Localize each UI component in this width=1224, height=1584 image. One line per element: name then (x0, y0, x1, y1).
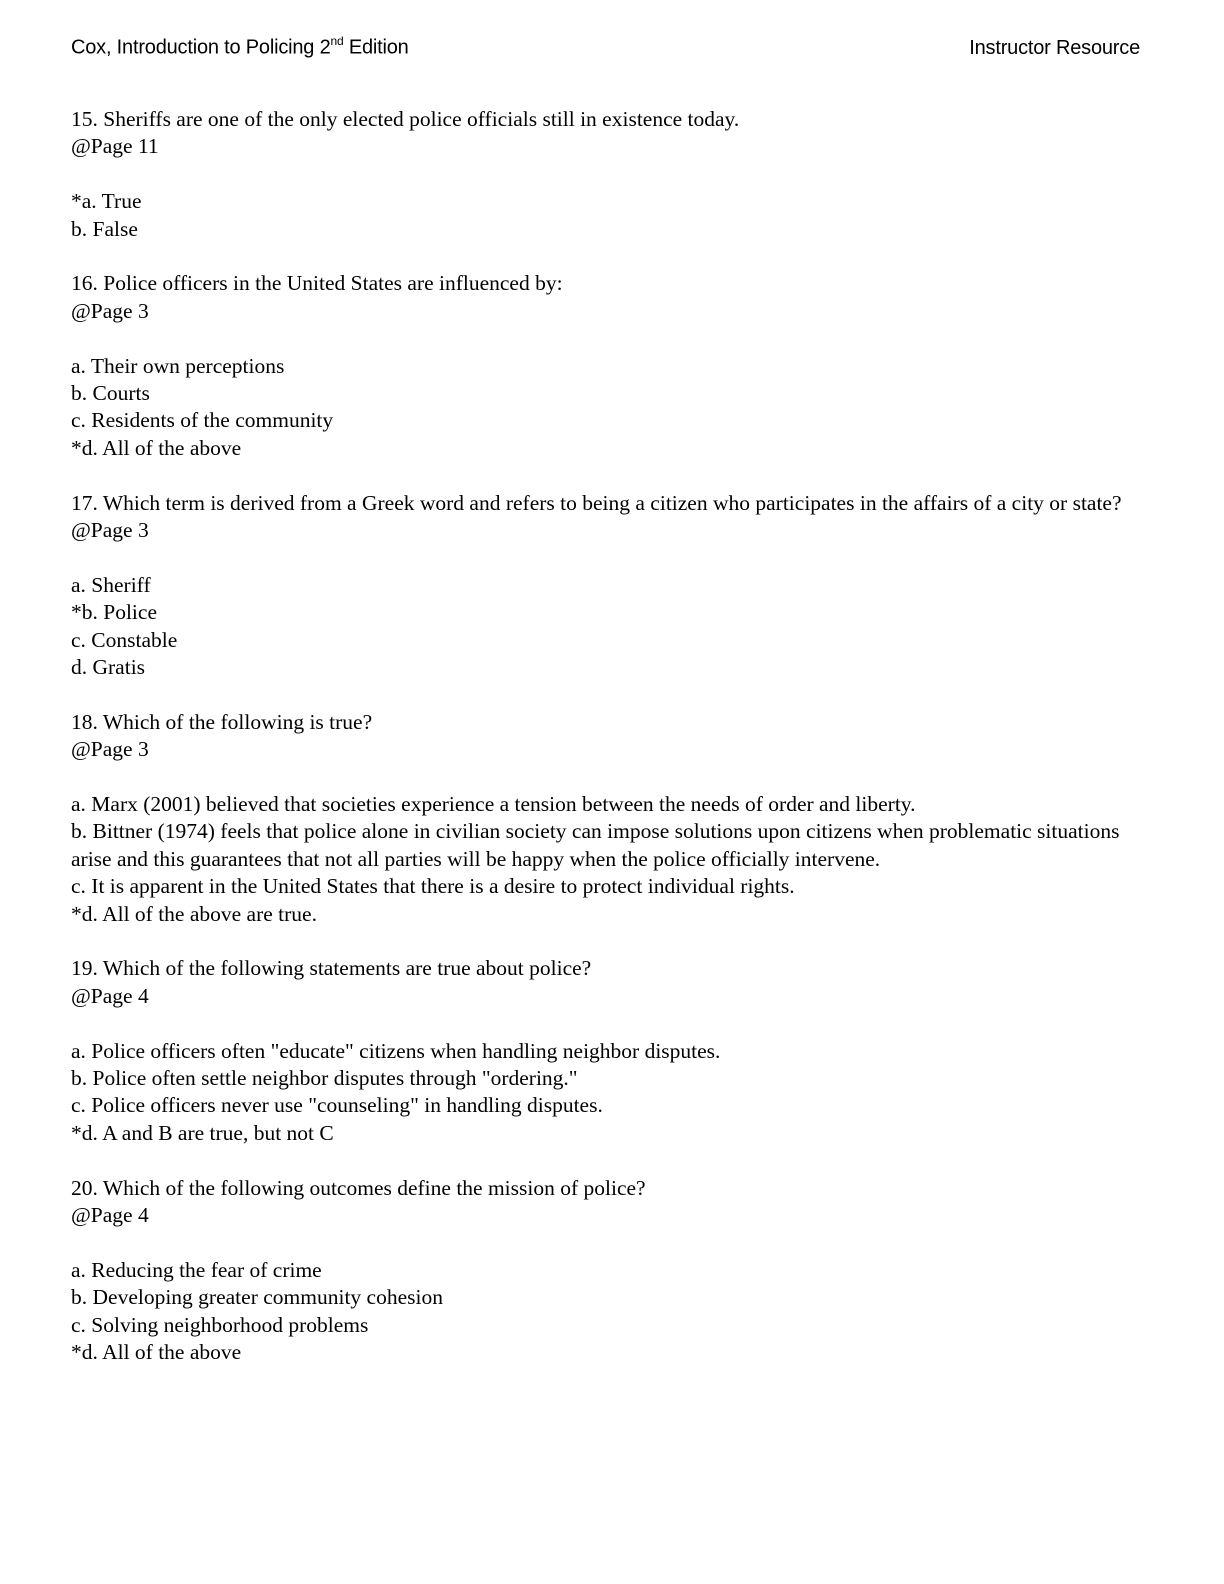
question-16 (71, 270, 1151, 462)
page-reference: @Page 3 (71, 737, 149, 762)
answer-option: c. Residents of the community (71, 408, 334, 433)
answer-option: c. Solving neighborhood problems (71, 1312, 369, 1337)
answer-option: *a. True (71, 189, 142, 214)
answer-option: b. Bittner (1974) feels that police alone in civilian society can impose solutions upon citizens when problematic situations arise and this guarantees that not all parties will be happy when the police officially intervene. (71, 819, 1120, 871)
answer-option: c. Police officers never use "counseling" in handling disputes. (71, 1093, 603, 1118)
answer-option: a. Their own perceptions (71, 353, 285, 378)
page-reference: @Page 4 (71, 1203, 149, 1228)
answer-option: a. Police officers often "educate" citizens when handling neighbor disputes. (71, 1038, 721, 1063)
answer-option: a. Marx (2001) believed that societies experience a tension between the needs of order and liberty. (71, 792, 916, 817)
answer-options (71, 791, 1151, 928)
answer-option: *d. A and B are true, but not C (71, 1120, 334, 1145)
page-reference: @Page 3 (71, 518, 149, 543)
answer-options (71, 572, 1151, 682)
question-text: 18. Which of the following is true? (71, 709, 373, 734)
question-list (71, 106, 1151, 1394)
answer-options (71, 1257, 1151, 1367)
page-header (71, 35, 1140, 69)
answer-options (71, 353, 1151, 463)
question-text: 17. Which term is derived from a Greek word and refers to being a citizen who participates in the affairs of a city or state? (71, 490, 1122, 515)
resource-label: Instructor Resource (969, 36, 1140, 59)
document-title (71, 35, 409, 60)
answer-option: b. Police often settle neighbor disputes through "ordering." (71, 1066, 578, 1091)
question-17 (71, 490, 1151, 682)
question-19 (71, 955, 1151, 1147)
answer-option: a. Sheriff (71, 572, 151, 597)
question-text: 20. Which of the following outcomes define the mission of police? (71, 1175, 646, 1200)
page-reference: @Page 4 (71, 983, 149, 1008)
answer-option: *b. Police (71, 600, 157, 625)
answer-option: d. Gratis (71, 655, 146, 680)
answer-options (71, 188, 1151, 243)
question-15 (71, 106, 1151, 243)
document-title-prefix: Cox, Introduction to Policing 2 (71, 36, 331, 59)
answer-options (71, 1038, 1151, 1148)
answer-option: *d. All of the above (71, 1340, 242, 1365)
question-18 (71, 709, 1151, 928)
page-reference: @Page 3 (71, 298, 149, 323)
document-title-suffix: Edition (343, 36, 409, 59)
answer-option: b. Courts (71, 381, 150, 406)
page-reference: @Page 11 (71, 134, 159, 159)
answer-option: b. Developing greater community cohesion (71, 1285, 443, 1310)
answer-option: c. Constable (71, 627, 178, 652)
question-text: 19. Which of the following statements are true about police? (71, 956, 592, 981)
answer-option: c. It is apparent in the United States that there is a desire to protect individual rights. (71, 874, 795, 899)
question-text: 15. Sheriffs are one of the only elected police officials still in existence today. (71, 107, 740, 131)
answer-option: *d. All of the above are true. (71, 901, 317, 926)
question-20 (71, 1175, 1151, 1367)
answer-option: *d. All of the above (71, 435, 242, 460)
question-text: 16. Police officers in the United States are influenced by: (71, 271, 563, 296)
answer-option: a. Reducing the fear of crime (71, 1257, 322, 1282)
answer-option: b. False (71, 216, 138, 241)
edition-superscript: nd (330, 34, 344, 48)
